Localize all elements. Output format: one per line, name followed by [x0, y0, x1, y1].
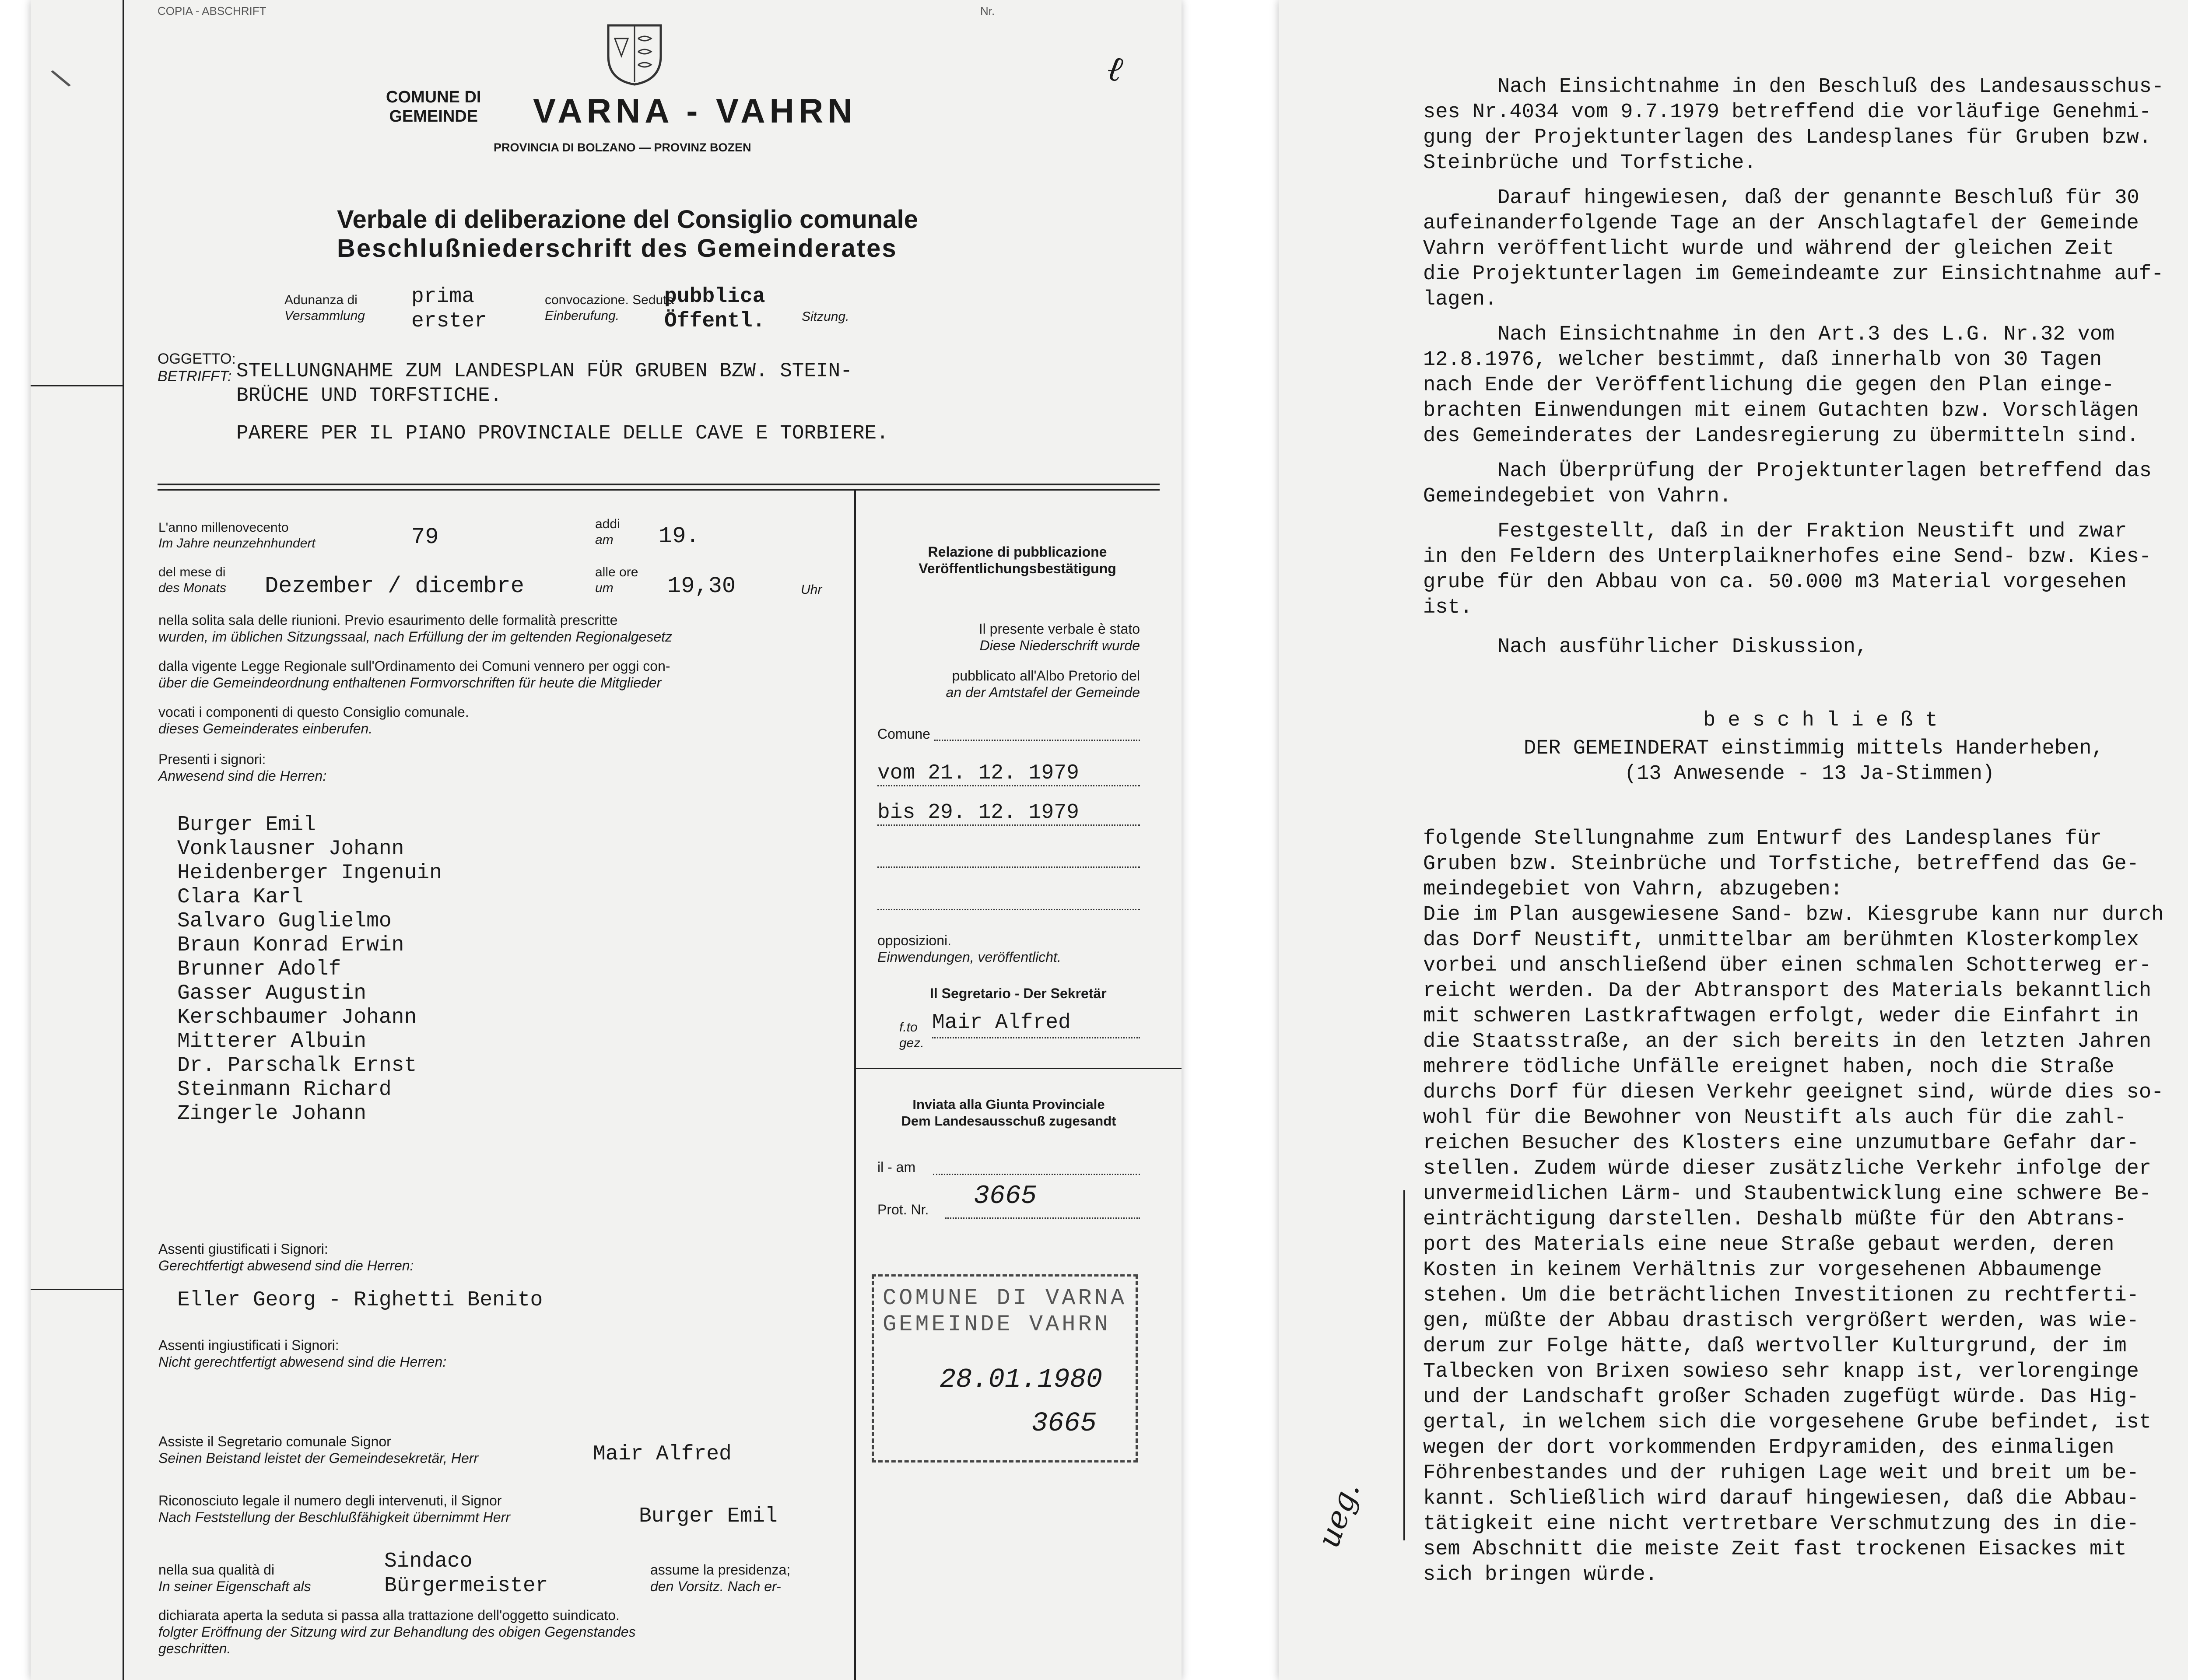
paragraph: Festgestellt, daß in der Fraktion Neustift und zwar in den Feldern des Unterplaiknerhofes eine Send- bzw. Kies- grube für den Abbau von ca. 50.000 m3 Material vorgesehen ist. — [1423, 520, 2152, 619]
member: Vonklausner Johann — [177, 837, 404, 861]
sent-de: Dem Landesausschuß zugesandt — [901, 1113, 1116, 1129]
recognized-de: Nach Feststellung der Beschlußfähigkeit übernimmt Herr — [158, 1509, 510, 1525]
fto-label — [899, 1020, 924, 1051]
left-document-page — [31, 0, 1182, 1680]
margin-rule — [123, 0, 124, 1680]
mese-it: del mese di — [158, 565, 226, 579]
assume-de: den Vorsitz. Nach er- — [650, 1578, 781, 1594]
decides-heading: b e s c h l i e ß t — [1703, 709, 1938, 732]
publication-title-it: Relazione di pubblicazione — [928, 544, 1107, 560]
subject-label-de: BETRIFFT: — [158, 368, 232, 385]
statement-text: folgende Stellungnahme zum Entwurf des Landesplanes für Gruben bzw. Steinbrüche und Torfstiche, betreffend das Ge- meindegebiet von Vahrn, abzugeben: Die im Plan ausgewiesene Sand- bzw. Kiesgrube kann nur durch das Dorf Neustift, unmittelbar am berühmten Klosterkomplex vorbei und anschließend über einen schmalen Schotterweg er- reicht werden. Da der Abtransport des Materials bekanntlich mit schweren Lastkraftwagen erfolgt, weder die Einfahrt in die Staatsstraße, an der sich bereits in den letzten Jahren mehrere tödliche Unfälle ereignet haben, noch die Straße durchs Dorf für diesen Verkehr geeignet sind, würde dies so- wohl für die Bewohner von Neustift als auch für die zahl- reichen Besucher des Klosters eine unzumutbare Gefahr dar- stellen. Zudem würde dieser zusätzliche Verkehr infolge der unvermeidlichen Lärm- und Staubentwicklung eine schwere Be- einträchtigung darstellen. Deshalb müßte für den Abtrans- port des Materials eine neue Straße gebaut werden, deren Kosten in keinem Verhältnis zur vorgesehenen Abbaumenge stehen. Um die beträchtlichen Investitionen zu rechtferti- gen, müßte der Abbau drastisch vergrößert werden, was wie- derum zur Folge hätte, daß wertvoller Kulturgrund, der im Talbecken von Brixen sowieso sehr knapp ist, verlorenginge und der Landschaft großer Schaden zugefügt würde. Das Hig- gertal, in welchem sich die vorgesehene Grube befindet, ist wegen der dort vorkommenden Erdpyramiden, des einmaligen Föhrenbestandes und der ruhigen Lage weit und breit um be- kannt. Schließlich wird darauf hingewiesen, daß die Abbau- tätigkeit eine nicht vertretbare Verschmutzung des in die- sem Abschnitt die meiste Zeit fast trockenen Eisackes mit sich bringen würde. — [1423, 827, 2164, 1586]
quality-val-1: Sindaco — [384, 1550, 473, 1573]
stamp-number: 3665 — [1031, 1408, 1097, 1439]
member: Salvaro Guglielmo — [177, 909, 392, 933]
publication-p1-it: Il presente verbale è stato — [978, 621, 1140, 637]
present-members-list — [177, 813, 442, 1126]
publication-from: vom 21. 12. 1979 — [877, 761, 1079, 785]
secretary-value: Mair Alfred — [593, 1442, 732, 1466]
title-de: Beschlußniederschrift des Gemeinderates — [337, 234, 898, 263]
margin-tick — [31, 385, 124, 386]
commune-prefix — [386, 88, 481, 126]
adunanza-value — [411, 284, 487, 333]
council-line-2: (13 Anwesende - 13 Ja-Stimmen) — [1624, 762, 1995, 786]
subject-label — [158, 350, 236, 385]
closing-de-2: geschritten. — [158, 1641, 231, 1656]
seduta-val-1: pubblica — [664, 285, 765, 309]
mese-value: Dezember / dicembre — [265, 573, 524, 599]
paragraph: Nach Überprüfung der Projektunterlagen betreffend das Gemeindegebiet von Vahrn. — [1423, 459, 2152, 508]
margin-handwriting: ueg. — [1310, 1477, 1367, 1553]
member: Gasser Augustin — [177, 982, 367, 1005]
p1-de: wurden, im üblichen Sitzungssaal, nach Erfüllung der im geltenden Regionalgesetz — [158, 629, 673, 645]
addi-de: am — [595, 533, 614, 547]
opposizioni-label — [877, 932, 1061, 965]
sitzung-label: Sitzung. — [802, 309, 849, 324]
coat-of-arms-icon — [600, 21, 670, 89]
commune-prefix-de: GEMEINDE — [389, 107, 478, 126]
margin-tick — [31, 1289, 124, 1290]
member: Brunner Adolf — [177, 957, 341, 981]
mese-label — [158, 565, 226, 596]
dotted-line — [877, 866, 1140, 868]
dotted-line — [877, 908, 1140, 910]
signature-line — [932, 1036, 1140, 1038]
adunanza-val-2: erster — [411, 309, 487, 333]
addi-value: 19. — [659, 523, 700, 549]
closing-paragraph — [158, 1607, 636, 1657]
right-document-page — [1279, 0, 2188, 1680]
presenti-de: Anwesend sind die Herren: — [158, 768, 327, 784]
seduta-val-2: Öffentl. — [664, 309, 765, 333]
comune-label: Comune — [877, 726, 930, 742]
am-line — [933, 1173, 1140, 1175]
anno-it: L'anno millenovecento — [158, 520, 289, 535]
secretary-it: Assiste il Segretario comunale Signor — [158, 1434, 391, 1449]
member: Mitterer Albuin — [177, 1030, 367, 1053]
registration-stamp — [872, 1274, 1138, 1463]
presenti-label — [158, 751, 326, 784]
convoc-de: Einberufung. — [545, 309, 620, 323]
presenti-it: Presenti i signori: — [158, 751, 266, 767]
meeting-paragraph-1 — [158, 612, 672, 645]
paragraph: Nach ausführlicher Diskussion, — [1497, 635, 1868, 659]
absent-justified-it: Assenti giustificati i Signori: — [158, 1241, 328, 1257]
addi-it: addi — [595, 517, 620, 531]
commune-prefix-it: COMUNE DI — [386, 88, 481, 106]
ore-label — [595, 565, 638, 596]
uhr-label: Uhr — [801, 582, 822, 597]
prot-line — [945, 1217, 1140, 1219]
member: Kerschbaumer Johann — [177, 1006, 417, 1029]
subject-line-3: PARERE PER IL PIANO PROVINCIALE DELLE CAVE E TORBIERE. — [236, 422, 889, 445]
closing-de-1: folgter Eröffnung der Sitzung wird zur Behandlung des obigen Gegenstandes — [158, 1624, 636, 1640]
p2-de: über die Gemeindeordnung enthaltenen Formvorschriften für heute die Mitglieder — [158, 675, 662, 691]
paragraph: Nach Einsichtnahme in den Art.3 des L.G. Nr.32 vom 12.8.1976, welcher bestimmt, daß innerhalb von 30 Tagen nach Ende der Veröffentlichung die gegen den Plan einge- brachten Einwendungen mit einem Gutachten bzw. Vorschlägen des Gemeinderates der Landesregierung zu übermitteln sind. — [1423, 323, 2139, 448]
publication-title-de: Veröffentlichungsbestätigung — [919, 561, 1116, 576]
sent-it: Inviata alla Giunta Provinciale — [912, 1097, 1105, 1112]
publication-p2-de: an der Amtstafel der Gemeinde — [946, 684, 1140, 700]
absent-justified-label — [158, 1241, 414, 1274]
prot-value: 3665 — [974, 1182, 1037, 1211]
recognized-value: Burger Emil — [639, 1505, 778, 1528]
left-margin-rule — [1403, 1190, 1405, 1540]
secretary-de: Seinen Beistand leistet der Gemeindesekretär, Herr — [158, 1450, 479, 1466]
publication-title — [895, 544, 1140, 577]
anno-label — [158, 520, 316, 551]
dotted-line — [877, 824, 1140, 826]
subject-line-1: STELLUNGNAHME ZUM LANDESPLAN FÜR GRUBEN BZW. STEIN- — [236, 360, 852, 382]
anno-value: 79 — [411, 524, 439, 550]
secretary-title: Il Segretario - Der Sekretär — [930, 986, 1107, 1001]
margin-mark: ℓ — [1101, 46, 1131, 91]
column-divider — [854, 490, 856, 1680]
fto: f.to — [899, 1020, 918, 1035]
quality-val-2: Bürgermeister — [384, 1574, 548, 1598]
absent-unjustified-de: Nicht gerechtfertigt abwesend sind die Herren: — [158, 1354, 447, 1370]
seduta-value — [664, 284, 765, 333]
prot-label: Prot. Nr. — [877, 1202, 929, 1217]
corner-mark: \ — [48, 62, 75, 95]
decision-text — [1423, 74, 2164, 1588]
convocazione-label — [545, 292, 674, 324]
province-line: PROVINCIA DI BOLZANO — PROVINZ BOZEN — [494, 141, 751, 154]
absent-unjustified-it: Assenti ingiustificati i Signori: — [158, 1337, 339, 1353]
absent-unjustified-label — [158, 1337, 446, 1370]
p2-it: dalla vigente Legge Regionale sull'Ordinamento dei Comuni vennero per oggi con- — [158, 658, 670, 674]
paragraph: Darauf hingewiesen, daß der genannte Beschluß für 30 aufeinanderfolgende Tage an der Anschlagtafel der Gemeinde Vahrn veröffentlicht wurde und während der gleichen Zeit die Projektunterlagen im Gemeindeamte zur Einsichtnahme auf- lagen. — [1423, 186, 2164, 311]
separator — [158, 484, 1160, 485]
ore-it: alle ore — [595, 565, 638, 579]
subject-line-2: BRÜCHE UND TORFSTICHE. — [236, 384, 502, 407]
comune-line — [934, 739, 1140, 741]
am-label: il - am — [877, 1159, 916, 1175]
publication-p2-it: pubblicato all'Albo Pretorio del — [952, 668, 1140, 684]
publication-to: bis 29. 12. 1979 — [877, 801, 1079, 824]
quality-it: nella sua qualità di — [158, 1562, 275, 1578]
subject-text — [236, 359, 889, 445]
opposizioni-it: opposizioni. — [877, 933, 951, 948]
stamp-line-1: COMUNE DI VARNA — [883, 1285, 1127, 1311]
council-line-1: DER GEMEINDERAT einstimmig mittels Handerheben, — [1524, 737, 2104, 760]
member: Dr. Parschalk Ernst — [177, 1054, 417, 1077]
adunanza-label — [284, 292, 365, 324]
dotted-line — [877, 784, 1140, 786]
nr-label: Nr. — [980, 4, 995, 18]
addi-label — [595, 516, 620, 548]
stamp-date: 28.01.1980 — [940, 1364, 1103, 1395]
p3-de: dieses Gemeinderates einberufen. — [158, 721, 373, 737]
opposizioni-de: Einwendungen, veröffentlicht. — [877, 949, 1061, 965]
assume-it: assume la presidenza; — [650, 1562, 791, 1578]
adunanza-de: Versammlung — [284, 309, 365, 323]
stamp-line-2: GEMEINDE VAHRN — [883, 1312, 1111, 1337]
quality-value — [384, 1549, 548, 1598]
publication-secretary-name: Mair Alfred — [932, 1011, 1071, 1035]
title-it: Verbale di deliberazione del Consiglio comunale — [337, 205, 918, 234]
recognized-label — [158, 1492, 510, 1526]
sent-label — [886, 1096, 1131, 1129]
ore-de: um — [595, 581, 614, 595]
meeting-paragraph-3 — [158, 704, 469, 737]
gez: gez. — [899, 1036, 924, 1050]
ore-value: 19,30 — [667, 573, 736, 599]
member: Clara Karl — [177, 885, 304, 909]
member: Burger Emil — [177, 813, 316, 837]
meeting-paragraph-2 — [158, 658, 670, 691]
recognized-it: Riconosciuto legale il numero degli intervenuti, il Signor — [158, 1493, 502, 1508]
p1-it: nella solita sala delle riunioni. Previo esaurimento delle formalità prescritte — [158, 612, 618, 628]
convoc-it: convocazione. Seduta — [545, 293, 674, 307]
adunanza-val-1: prima — [411, 285, 475, 309]
secretary-label — [158, 1433, 478, 1466]
subject-label-it: OGGETTO: — [158, 351, 236, 367]
publication-p2 — [877, 667, 1140, 701]
mese-de: des Monats — [158, 581, 227, 595]
publication-p1 — [895, 621, 1140, 654]
copy-mark: COPIA - ABSCHRIFT — [158, 4, 266, 18]
member: Heidenberger Ingenuin — [177, 861, 442, 885]
assume-label — [650, 1561, 790, 1595]
member: Steinmann Richard — [177, 1078, 392, 1101]
member: Braun Konrad Erwin — [177, 933, 404, 957]
quality-label — [158, 1561, 311, 1595]
publication-p1-de: Diese Niederschrift wurde — [979, 638, 1140, 653]
absent-justified-value: Eller Georg - Righetti Benito — [177, 1288, 543, 1312]
commune-name: VARNA - VAHRN — [533, 91, 857, 130]
p3-it: vocati i componenti di questo Consiglio comunale. — [158, 704, 469, 720]
section-divider — [856, 1068, 1182, 1069]
paragraph: Nach Einsichtnahme in den Beschluß des Landesausschus- ses Nr.4034 vom 9.7.1979 betreffend die vorläufige Genehmi- gung der Projektunterlagen des Landesplanes für Gruben bzw. Steinbrüche und Torfstiche. — [1423, 75, 2164, 175]
closing-it: dichiarata aperta la seduta si passa alla trattazione dell'oggetto suindicato. — [158, 1607, 620, 1623]
separator — [158, 489, 1160, 491]
member: Zingerle Johann — [177, 1102, 367, 1126]
adunanza-it: Adunanza di — [284, 293, 358, 307]
absent-justified-de: Gerechtfertigt abwesend sind die Herren: — [158, 1258, 414, 1273]
quality-de: In seiner Eigenschaft als — [158, 1578, 311, 1594]
anno-de: Im Jahre neunzehnhundert — [158, 536, 316, 551]
